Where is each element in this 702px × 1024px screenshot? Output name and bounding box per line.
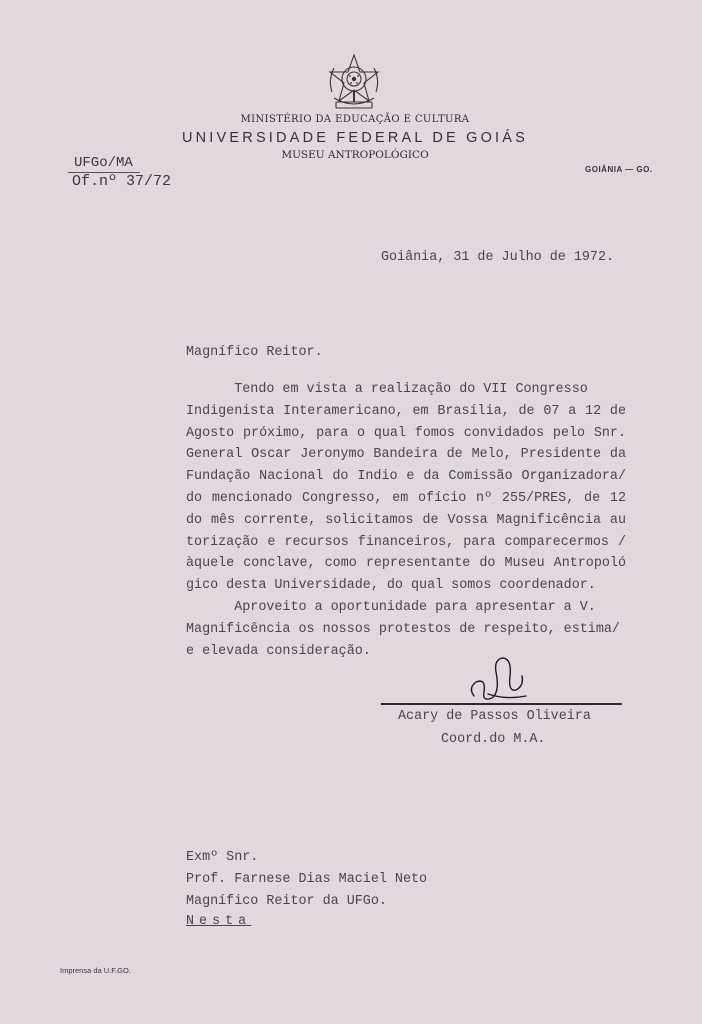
addressee-name: Prof. Farnese Dias Maciel Neto — [186, 872, 428, 887]
body-line: Tendo em vista a realização do VII Congresso — [186, 382, 588, 397]
body-line: Aproveito a oportunidade para apresentar a V. — [186, 599, 596, 615]
body-line: General Oscar Jeronymo Bandeira de Melo, Presidente da — [186, 447, 626, 463]
printer-mark: Imprensa da U.F.GO. — [60, 966, 131, 975]
addressee-location: Nesta — [186, 914, 252, 929]
coat-of-arms-icon — [324, 52, 384, 114]
body-line: Indigenista Interamericano, em Brasília, de 07 a 12 de — [186, 403, 626, 419]
body-line: gico desta Universidade, do qual somos coordenador. — [186, 578, 596, 594]
body-line: do mês corrente, solicitamos de Vossa Magnificência au — [186, 512, 626, 528]
salutation: Magnífico Reitor. — [186, 345, 323, 360]
handwritten-signature — [466, 652, 530, 708]
body-line: àquele conclave, como representante do Museu Antropoló — [186, 556, 626, 572]
signer-name: Acary de Passos Oliveira — [398, 709, 591, 724]
body-line: do mencionado Congresso, em ofício nº 255/PRES, de 12 — [186, 490, 626, 506]
body-line: torização e recursos financeiros, para comparecermos / — [186, 534, 626, 550]
body-line: Magnificência os nossos protestos de respeito, estima/ — [186, 621, 620, 637]
office-number: Of.nº 37/72 — [72, 173, 172, 190]
university-heading: UNIVERSIDADE FEDERAL DE GOIÁS — [181, 130, 529, 146]
reference-code: UFGo/MA — [74, 155, 133, 171]
body-line: Agosto próximo, para o qual fomos convidados pelo Snr. — [186, 425, 626, 441]
addressee-salutation: Exmº Snr. — [186, 850, 259, 865]
body-line: e elevada consideração. — [186, 643, 371, 659]
department-heading: MUSEU ANTROPOLÓGICO — [281, 149, 429, 161]
addressee-title: Magnífico Reitor da UFGo. — [186, 894, 387, 909]
letter-body — [186, 379, 626, 662]
signer-title: Coord.do M.A. — [441, 732, 546, 747]
signature-line — [381, 703, 622, 705]
city-label: GOIÂNIA — GO. — [585, 165, 653, 174]
letter-date: Goiânia, 31 de Julho de 1972. — [381, 250, 615, 265]
body-line: Fundação Nacional do Indio e da Comissão Organizadora/ — [186, 469, 626, 485]
ministry-heading: MINISTÉRIO DA EDUCAÇÃO E CULTURA — [240, 114, 470, 125]
